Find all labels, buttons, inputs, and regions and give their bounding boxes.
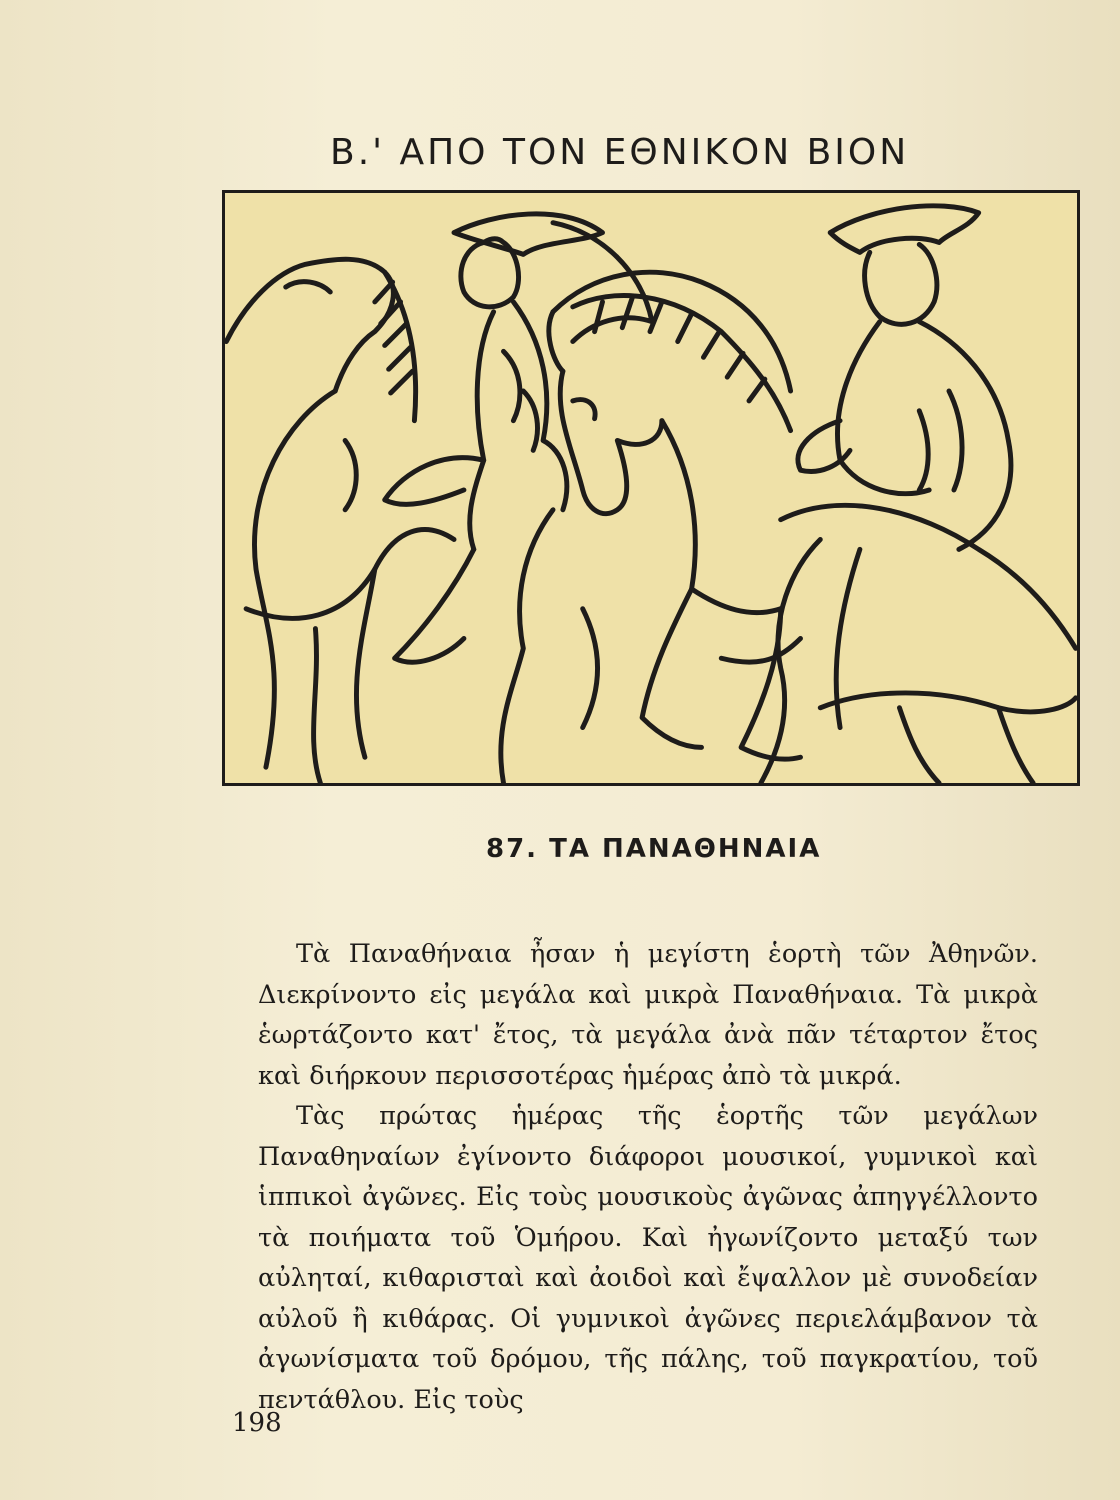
right-horse-body [781, 505, 1076, 648]
right-rider-hat [830, 206, 978, 253]
horsemen-illustration [222, 190, 1080, 786]
horsemen-drawing [225, 193, 1077, 783]
running-head: Β.' ΑΠΟ ΤΟΝ ΕΘΝΙΚΟΝ ΒΙΟΝ [330, 132, 910, 173]
center-horse-body [662, 421, 781, 613]
center-horse-head [560, 371, 662, 513]
left-rider-torso [470, 312, 494, 550]
page-number: 198 [232, 1408, 282, 1438]
right-rider-head [865, 244, 937, 324]
paragraph-2: Τὰς πρώτας ἡμέρας τῆς ἑορτῆς τῶν μεγάλων Παναθηναίων ἐγίνοντο διάφοροι μουσικοί, γυμνικοὶ καὶ ἱππικοὶ ἀγῶνες. Εἰς τοὺς μουσικοὺς ἀγῶνας ἀπηγγέλλοντο τὰ ποιήματα τοῦ Ὁμήρου. Καὶ ἠγωνίζοντο μεταξύ των αὐληταί, κιθαρισταὶ καὶ ἀοιδοὶ καὶ ἔψαλλον μὲ συνοδείαν αὐλοῦ ἢ κιθάρας. Οἱ γυμνικοὶ ἀγῶνες περιελάμβανον τὰ ἀγωνίσματα τοῦ δρόμου, τῆς πάλης, τοῦ παγκρατίου, τοῦ πεντάθλου. Εἰς τοὺς [258, 1101, 1038, 1415]
section-title: 87. ΤΑ ΠΑΝΑΘΗΝΑΙΑ [486, 834, 822, 864]
center-horse-mane [573, 296, 791, 431]
body-text [258, 934, 1038, 1420]
left-horse-head [226, 259, 393, 391]
left-horse-body [254, 391, 335, 767]
right-rider-torso [919, 322, 1011, 550]
paragraph-1: Τὰ Παναθήναια ἦσαν ἡ μεγίστη ἑορτὴ τῶν Ἀθηνῶν. Διεκρίνοντο εἰς μεγάλα καὶ μικρὰ Παναθήναια. Τὰ μικρὰ ἑωρτάζοντο κατ' ἔτος, τὰ μεγάλα ἀνὰ πᾶν τέταρτον ἔτος καὶ διήρκουν περισσοτέρας ἡμέρας ἀπὸ τὰ μικρά. [258, 939, 1038, 1091]
